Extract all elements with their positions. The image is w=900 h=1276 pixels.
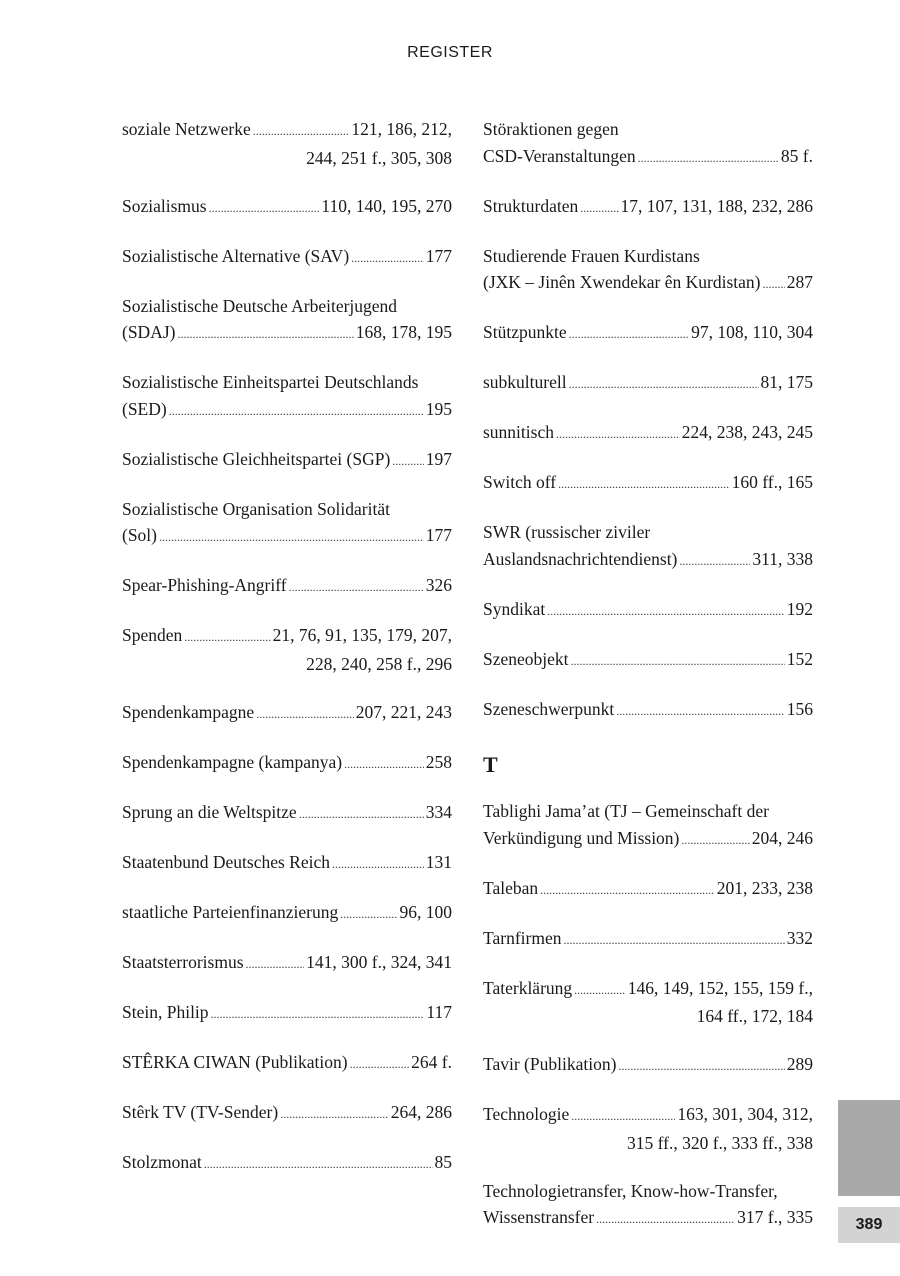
index-entry-term-line: Technologietransfer, Know-how-Transfer, (483, 1180, 778, 1201)
index-entry-line (122, 396, 452, 425)
index-pages: 97, 108, 110, 304 (691, 322, 813, 342)
index-pages: 141, 300 f., 324, 341 (306, 951, 452, 972)
dot-leader (350, 1049, 410, 1078)
index-entry-line (483, 925, 813, 954)
index-entry-line (122, 243, 452, 272)
index-entry (122, 849, 452, 878)
index-term: Technologie (483, 1104, 570, 1124)
index-entry-term-line: Sozialistische Deutsche Arbeiterjugend (122, 295, 398, 316)
index-entry-line (483, 419, 813, 448)
dot-leader (256, 699, 354, 728)
index-pages: 146, 149, 152, 155, 159 f., (627, 977, 813, 998)
index-term: (Sol) (122, 525, 157, 545)
index-term: sunnitisch (483, 422, 554, 442)
index-term: STÊRKA CIWAN (Publikation) (122, 1051, 348, 1072)
index-pages: 264 f. (411, 1051, 452, 1072)
index-term: (JXK – Jinên Xwendekar ên Kurdistan) (483, 272, 761, 292)
dot-leader (558, 469, 730, 498)
index-pages: 177 (425, 525, 452, 545)
index-entry (483, 243, 813, 298)
index-pages: 197 (425, 448, 452, 469)
dot-leader (253, 116, 350, 145)
index-term: Stolzmonat (122, 1151, 202, 1172)
index-entry (122, 699, 452, 728)
dot-leader (571, 646, 785, 675)
index-entry (122, 446, 452, 475)
index-term: Sozialistische Gleichheitspartei (SGP) (122, 448, 391, 469)
index-pages: 201, 233, 238 (716, 877, 813, 898)
index-pages: 131 (425, 851, 452, 872)
index-entry-line (122, 1149, 452, 1178)
index-entry-line (122, 999, 452, 1028)
index-term: Spenden (122, 625, 183, 645)
dot-leader (246, 949, 305, 978)
index-entry-line (483, 469, 813, 498)
dot-leader (596, 1204, 735, 1233)
index-term: Verkündigung und Mission) (483, 827, 680, 848)
running-header: REGISTER (407, 44, 493, 61)
index-entry (483, 116, 813, 171)
index-entry-line (483, 369, 813, 398)
index-term: (SDAJ) (122, 322, 176, 342)
index-entry-line (483, 875, 813, 904)
index-entry (483, 596, 813, 625)
index-pages: 156 (786, 698, 813, 719)
index-entry (483, 925, 813, 954)
index-entry-line (483, 646, 813, 675)
dot-leader (569, 369, 759, 398)
dot-leader (280, 1099, 389, 1128)
index-entry (483, 696, 813, 725)
index-pages-continued: 315 ff., 320 f., 333 ff., 338 (626, 1132, 813, 1153)
index-pages: 17, 107, 131, 188, 232, 286 (620, 195, 813, 216)
index-term: soziale Netzwerke (122, 119, 251, 139)
index-term: Stützpunkte (483, 322, 567, 342)
index-term: (SED) (122, 398, 167, 419)
dot-leader (159, 522, 424, 551)
dot-leader (289, 572, 424, 601)
index-entry (122, 1049, 452, 1078)
index-pages: 334 (425, 801, 452, 822)
index-term: Tavir (Publikation) (483, 1054, 617, 1074)
section-letter: T (483, 752, 498, 777)
index-term: Syndikat (483, 598, 546, 619)
index-entry-line (122, 319, 452, 348)
index-entry (122, 1149, 452, 1178)
index-pages: 117 (426, 1001, 452, 1022)
index-term: Spear-Phishing-Angriff (122, 575, 287, 595)
dot-leader (556, 419, 680, 448)
index-term: Staatenbund Deutsches Reich (122, 851, 331, 872)
index-term: staatliche Parteienfinanzierung (122, 901, 339, 922)
index-pages: 163, 301, 304, 312, (677, 1104, 813, 1124)
index-entry (483, 1178, 813, 1233)
dot-leader (540, 875, 715, 904)
dot-leader (580, 193, 618, 222)
index-pages: 81, 175 (760, 372, 813, 392)
index-entry-line (122, 1049, 452, 1078)
index-term: CSD-Veranstaltungen (483, 145, 636, 166)
index-entry-line (122, 949, 452, 978)
index-term: Switch off (483, 472, 557, 492)
index-pages: 168, 178, 195 (355, 322, 452, 342)
index-term: Stêrk TV (TV-Sender) (122, 1101, 279, 1122)
dot-leader (351, 243, 424, 272)
index-entry (483, 193, 813, 222)
dot-leader (547, 596, 785, 625)
index-term: Szeneschwerpunkt (483, 698, 615, 719)
dot-leader (169, 396, 424, 425)
index-term: Strukturdaten (483, 195, 579, 216)
index-entry (483, 469, 813, 498)
dot-leader (681, 825, 749, 854)
index-entry (122, 572, 452, 601)
index-entry-term-line: Studierende Frauen Kurdistans (483, 245, 700, 266)
index-term: Taterklärung (483, 977, 573, 998)
index-term: Spendenkampagne (kampanya) (122, 751, 343, 772)
dot-leader (563, 925, 784, 954)
index-entry (483, 875, 813, 904)
index-pages: 21, 76, 91, 135, 179, 207, (272, 625, 452, 645)
index-pages: 192 (786, 598, 813, 619)
dot-leader (392, 446, 423, 475)
index-entry (122, 193, 452, 222)
index-pages: 152 (786, 648, 813, 669)
index-entry (483, 319, 813, 348)
dot-leader (332, 849, 424, 878)
index-entry (483, 519, 813, 574)
index-entry (483, 975, 813, 1030)
index-entry-line (483, 193, 813, 222)
index-entry (122, 899, 452, 928)
dot-leader (177, 319, 353, 348)
index-pages-continued: 244, 251 f., 305, 308 (306, 147, 452, 168)
index-entry-line (122, 446, 452, 475)
index-entry-line (483, 143, 813, 172)
dot-leader (616, 696, 785, 725)
index-pages-continued: 164 ff., 172, 184 (696, 1006, 813, 1026)
index-entry-line (483, 596, 813, 625)
index-entry (483, 1051, 813, 1080)
index-entry (483, 419, 813, 448)
page-number: 389 (838, 1207, 900, 1243)
index-pages: 258 (425, 751, 452, 772)
index-entry-line (122, 193, 452, 222)
index-pages: 287 (786, 272, 813, 292)
index-entry-line (483, 1101, 813, 1130)
dot-leader (618, 1051, 784, 1080)
index-pages: 96, 100 (399, 901, 452, 922)
index-term: Spendenkampagne (122, 701, 255, 722)
index-term: subkulturell (483, 372, 567, 392)
dot-leader (211, 999, 425, 1028)
index-entry (122, 949, 452, 978)
dot-leader (184, 622, 270, 651)
index-term: Sprung an die Weltspitze (122, 801, 297, 822)
index-column-left (122, 116, 452, 1199)
index-entry-line (483, 1204, 813, 1233)
index-entry-term-line: SWR (russischer ziviler (483, 522, 651, 542)
dot-leader (340, 899, 397, 928)
index-term: Sozialismus (122, 195, 207, 216)
index-entry (122, 369, 452, 424)
index-pages: 85 (434, 1151, 452, 1172)
index-entry (122, 496, 452, 551)
index-pages: 110, 140, 195, 270 (321, 195, 452, 216)
dot-leader (344, 749, 424, 778)
index-entry (122, 1099, 452, 1128)
index-pages: 317 f., 335 (737, 1207, 813, 1227)
index-term: Stein, Philip (122, 1001, 209, 1022)
index-term: Sozialistische Alternative (SAV) (122, 245, 350, 266)
index-term: Auslandsnachrichtendienst) (483, 548, 678, 569)
index-pages: 332 (786, 927, 813, 948)
dot-leader (763, 269, 785, 298)
index-entry-line (122, 116, 452, 145)
index-entry (122, 622, 452, 677)
index-entry-line (122, 799, 452, 828)
index-pages: 326 (425, 575, 452, 595)
index-pages: 264, 286 (390, 1101, 452, 1122)
index-entry-line (483, 269, 813, 298)
index-entry-term-line: Sozialistische Organisation Solidarität (122, 498, 390, 519)
index-entry-line (122, 522, 452, 551)
dot-leader (204, 1149, 433, 1178)
index-entry-line (483, 975, 813, 1004)
index-pages: 204, 246 (751, 827, 813, 848)
index-column-right (483, 116, 813, 1254)
index-entry (122, 243, 452, 272)
dot-leader (679, 546, 750, 575)
index-entry-line (122, 699, 452, 728)
index-entry-line (122, 572, 452, 601)
index-pages: 121, 186, 212, (351, 119, 452, 139)
dot-leader (569, 319, 690, 348)
index-entry-line (122, 1099, 452, 1128)
index-entry (122, 116, 452, 171)
index-pages-continued: 228, 240, 258 f., 296 (306, 653, 452, 674)
index-pages: 177 (425, 245, 452, 266)
index-entry-line (122, 749, 452, 778)
index-entry (483, 1101, 813, 1156)
index-pages: 207, 221, 243 (355, 701, 452, 722)
index-entry (483, 798, 813, 853)
index-term: Staatsterrorismus (122, 951, 244, 972)
index-entry (483, 646, 813, 675)
index-entry-term-line: Störaktionen gegen (483, 119, 619, 139)
index-term: Szeneobjekt (483, 648, 569, 669)
index-pages: 311, 338 (752, 548, 813, 569)
index-entry-line (122, 849, 452, 878)
index-entry (122, 749, 452, 778)
dot-leader (299, 799, 424, 828)
dot-leader (638, 143, 779, 172)
index-entry (122, 799, 452, 828)
index-entry (122, 999, 452, 1028)
dot-leader (574, 975, 626, 1004)
index-entry-line (483, 319, 813, 348)
index-entry-line (483, 1051, 813, 1080)
index-pages: 289 (786, 1054, 813, 1074)
index-entry-term-line: Sozialistische Einheitspartei Deutschlands (122, 372, 419, 392)
index-pages: 224, 238, 243, 245 (681, 422, 813, 442)
index-entry-line (122, 899, 452, 928)
dot-leader (209, 193, 320, 222)
index-entry-line (483, 696, 813, 725)
index-entry (122, 293, 452, 348)
index-term: Taleban (483, 877, 539, 898)
dot-leader (571, 1101, 675, 1130)
index-entry-line (122, 622, 452, 651)
index-entry-term-line: Tablighi Jama’at (TJ – Gemeinschaft der (483, 801, 769, 821)
index-entry-line (483, 546, 813, 575)
index-entry (483, 369, 813, 398)
index-pages: 160 ff., 165 (731, 472, 813, 492)
index-entry-line (483, 825, 813, 854)
index-pages: 195 (425, 398, 452, 419)
index-term: Wissenstransfer (483, 1207, 595, 1227)
thumb-index-tab (838, 1100, 900, 1196)
index-pages: 85 f. (780, 145, 813, 166)
index-term: Tarnfirmen (483, 927, 562, 948)
